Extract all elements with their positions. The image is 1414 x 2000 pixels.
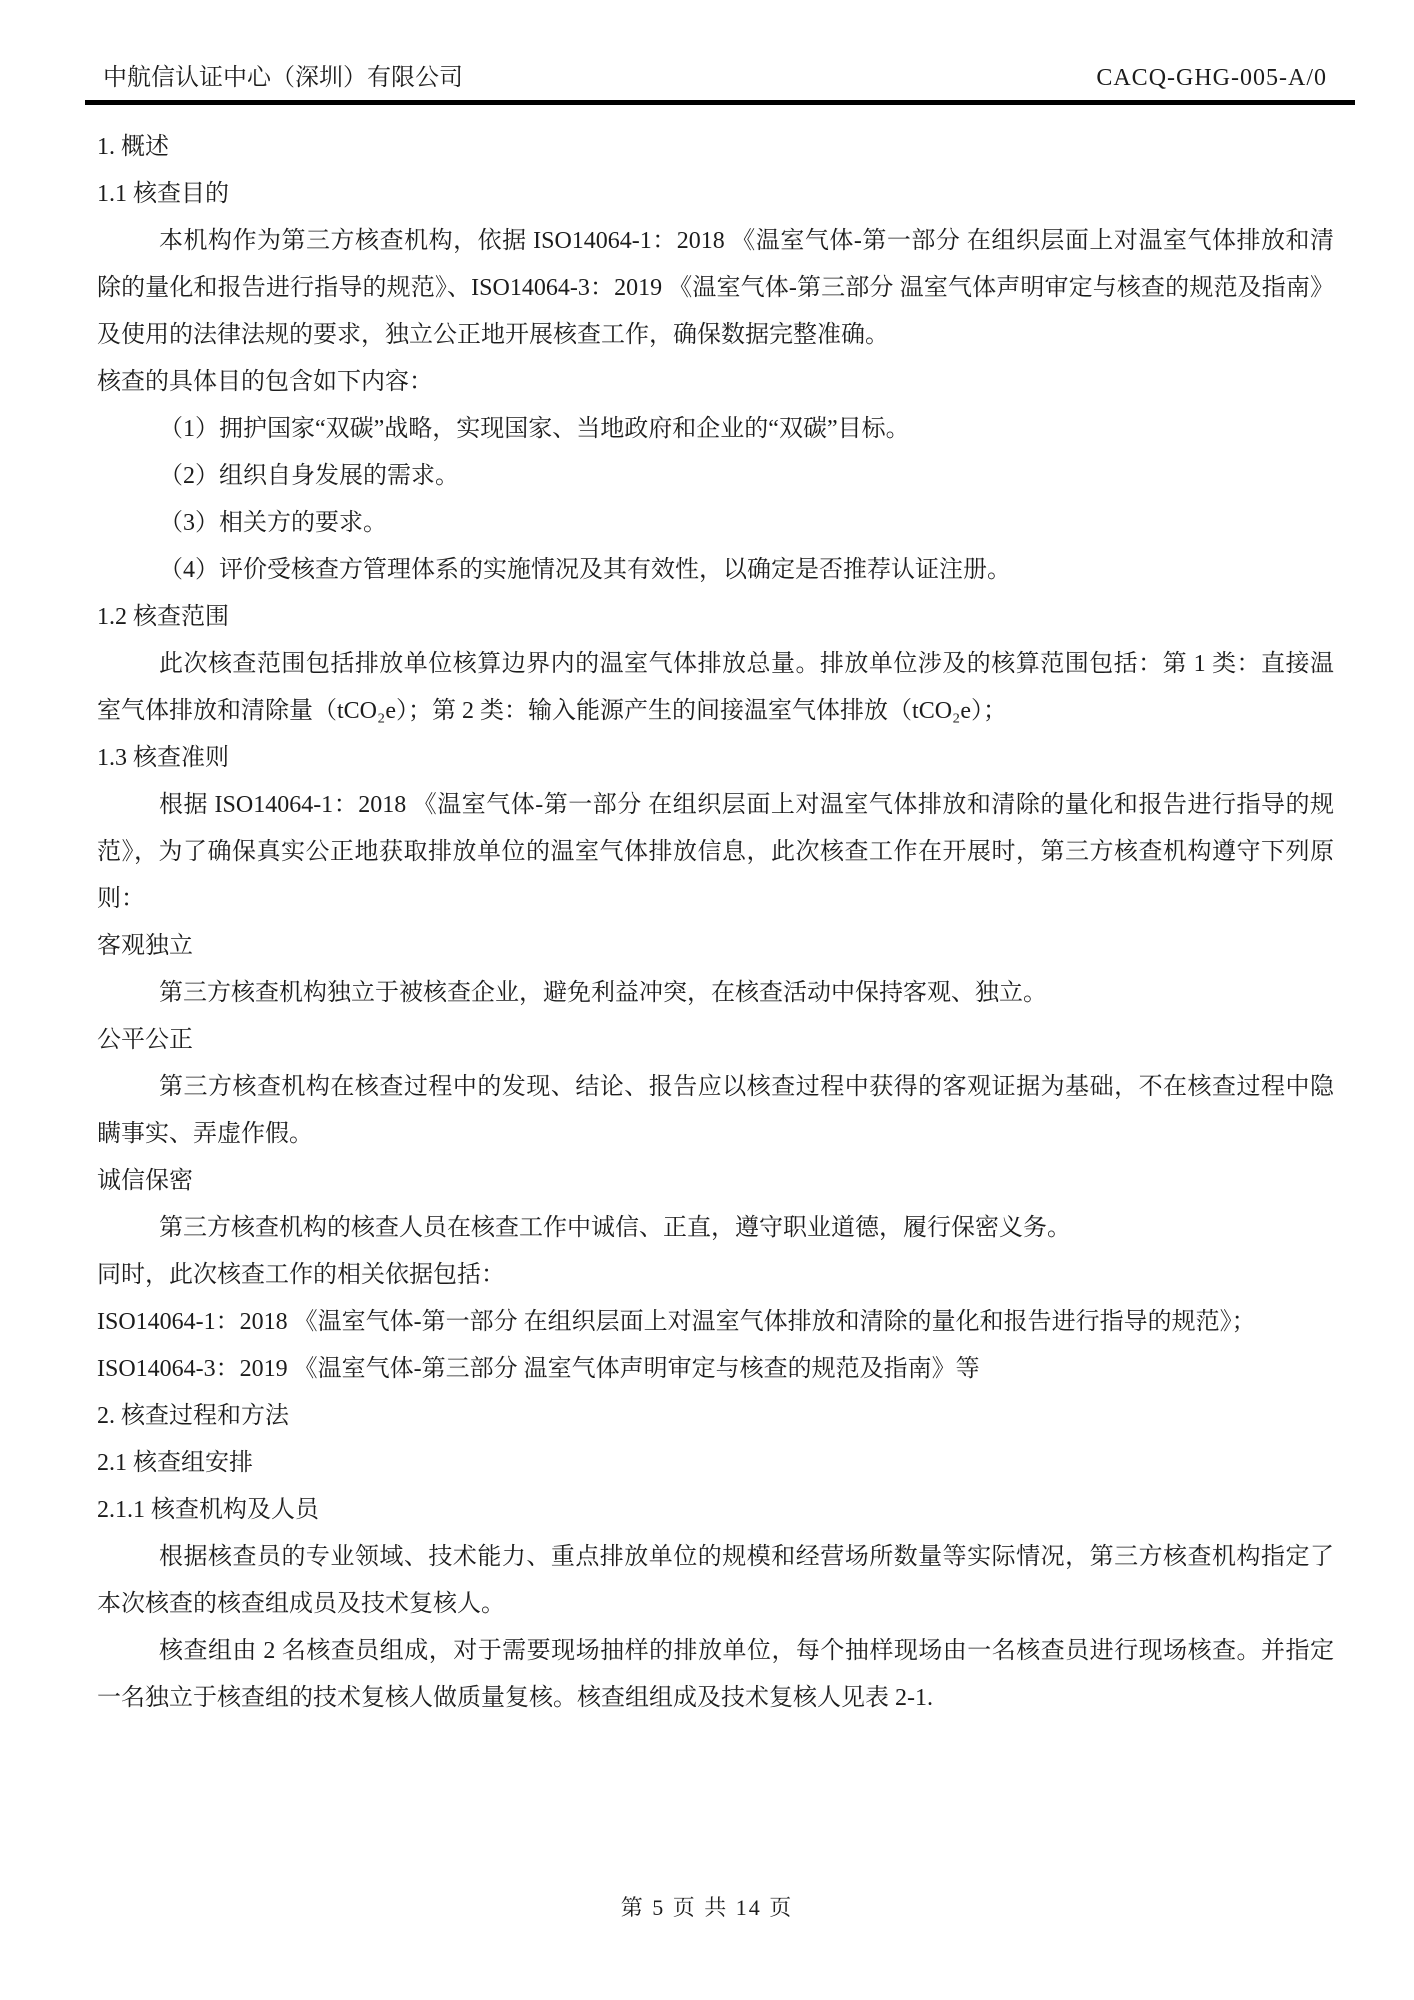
heading-team-personnel: 2.1.1 核查机构及人员 [97, 1497, 319, 1523]
header-row [103, 65, 1327, 91]
principle-objectivity-title: 客观独立 [97, 933, 193, 959]
heading-audit-purpose: 1.1 核查目的 [97, 181, 229, 207]
heading-team-arrangement: 2.1 核查组安排 [97, 1450, 253, 1476]
page-header [85, 0, 1355, 105]
document-body [97, 124, 1334, 1722]
heading-process-methods: 2. 核查过程和方法 [97, 1403, 289, 1429]
principle-integrity-title: 诚信保密 [97, 1168, 193, 1194]
paragraph-purpose-intro: 核查的具体目的包含如下内容： [97, 369, 433, 395]
list-item-purpose-1: （1）拥护国家“双碳”战略，实现国家、当地政府和企业的“双碳”目标。 [159, 416, 910, 442]
paragraph-audit-scope: 此次核查范围包括排放单位核算边界内的温室气体排放总量。排放单位涉及的核算范围包括：第 1 类：直接温室气体排放和清除量（tCO₂e）；第 2 类：输入能源产生的间接温室气体排放（tCO₂e）； [97, 651, 1334, 724]
heading-audit-scope: 1.2 核查范围 [97, 604, 229, 630]
principle-integrity-body: 第三方核查机构的核查人员在核查工作中诚信、正直，遵守职业道德，履行保密义务。 [159, 1215, 1071, 1241]
list-item-purpose-2: （2）组织自身发展的需求。 [159, 463, 459, 489]
list-item-purpose-3: （3）相关方的要求。 [159, 510, 387, 536]
page-number: 第 5 页 共 14 页 [620, 1895, 794, 1920]
header-company-name: 中航信认证中心（深圳）有限公司 [103, 65, 463, 91]
paragraph-team-selection: 根据核查员的专业领域、技术能力、重点排放单位的规模和经营场所数量等实际情况，第三方核查机构指定了本次核查的核查组成员及技术复核人。 [97, 1544, 1334, 1617]
reference-iso14064-1: ISO14064-1：2018 《温室气体-第一部分 在组织层面上对温室气体排放和清除的量化和报告进行指导的规范》； [97, 1309, 1256, 1335]
principle-fairness-body: 第三方核查机构在核查过程中的发现、结论、报告应以核查过程中获得的客观证据为基础，不在核查过程中隐瞒事实、弄虚作假。 [97, 1074, 1334, 1147]
reference-iso14064-3: ISO14064-3：2019 《温室气体-第三部分 温室气体声明审定与核查的规范及指南》等 [97, 1356, 980, 1382]
paragraph-team-composition: 核查组由 2 名核查员组成，对于需要现场抽样的排放单位，每个抽样现场由一名核查员进行现场核查。并指定一名独立于核查组的技术复核人做质量复核。核查组组成及技术复核人见表 2-1. [97, 1638, 1334, 1711]
list-item-purpose-4: （4）评价受核查方管理体系的实施情况及其有效性，以确定是否推荐认证注册。 [159, 557, 1011, 583]
heading-audit-criteria: 1.3 核查准则 [97, 745, 229, 771]
header-doc-number: CACQ-GHG-005-A/0 [1096, 65, 1327, 91]
page-footer [0, 1893, 1414, 1923]
paragraph-audit-basis: 本机构作为第三方核查机构，依据 ISO14064-1：2018 《温室气体-第一部分 在组织层面上对温室气体排放和清除的量化和报告进行指导的规范》、ISO14064-3：2019 《温室气体-第三部分 温室气体声明审定与核查的规范及指南》及使用的法律法规的要求，独立公正地开展核查工作，确保数据完整准确。 [97, 228, 1334, 348]
paragraph-audit-criteria: 根据 ISO14064-1：2018 《温室气体-第一部分 在组织层面上对温室气体排放和清除的量化和报告进行指导的规范》，为了确保真实公正地获取排放单位的温室气体排放信息，此次核查工作在开展时，第三方核查机构遵守下列原则： [97, 792, 1334, 912]
principle-objectivity-body: 第三方核查机构独立于被核查企业，避免利益冲突，在核查活动中保持客观、独立。 [159, 980, 1047, 1006]
paragraph-references-intro: 同时，此次核查工作的相关依据包括： [97, 1262, 505, 1288]
heading-overview: 1. 概述 [97, 134, 169, 160]
principle-fairness-title: 公平公正 [97, 1027, 193, 1053]
